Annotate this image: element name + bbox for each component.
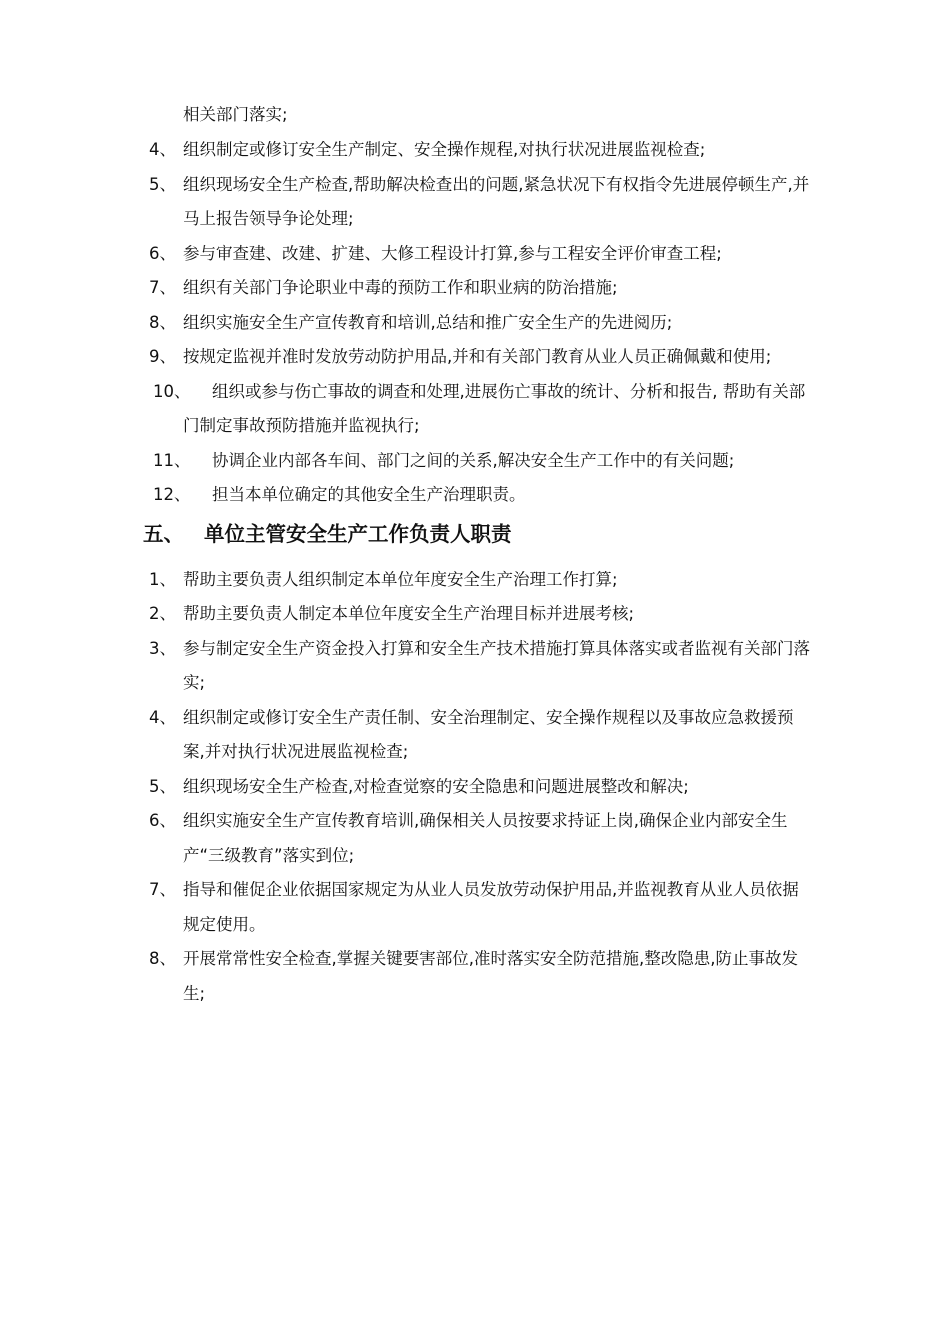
list-item	[0, 340, 950, 375]
item-text: 组织制定或修订安全生产责任制、安全治理制定、安全操作规程以及事故应急救援预案,并对执行状况进展监视检查;	[183, 707, 794, 761]
section-number: 五、	[143, 521, 184, 546]
list-item	[0, 306, 950, 341]
list-item	[0, 563, 950, 598]
list-item	[0, 701, 950, 770]
item-text: 组织现场安全生产检查,对检查觉察的安全隐患和问题进展整改和解决;	[183, 776, 689, 796]
list-item	[0, 133, 950, 168]
item-number: 5、	[149, 776, 176, 796]
item-text: 组织实施安全生产宣传教育和培训,总结和推广安全生产的先进阅历;	[183, 312, 673, 332]
item-text: 参与制定安全生产资金投入打算和安全生产技术措施打算具体落实或者监视有关部门落实;	[183, 638, 810, 692]
item-number: 5、	[149, 174, 176, 194]
list-item	[0, 942, 950, 1011]
list-item	[0, 597, 950, 632]
item-text: 组织或参与伤亡事故的调查和处理,进展伤亡事故的统计、分析和报告, 帮助有关部门制定事故预防措施并监视执行;	[183, 381, 806, 435]
list-item	[0, 271, 950, 306]
item-number: 8、	[149, 949, 176, 968]
item-number: 6、	[149, 243, 176, 263]
item-number: 3、	[149, 638, 176, 658]
item-number: 4、	[149, 140, 176, 159]
item-number: 10、	[153, 381, 191, 401]
item-text: 开展常常性安全检查,掌握关键要害部位,准时落实安全防范措施,整改隐患,防止事故发生;	[183, 949, 798, 1003]
item-number: 2、	[149, 604, 176, 623]
item-number: 7、	[149, 278, 176, 297]
list-item	[0, 168, 950, 237]
item-number: 11、	[153, 450, 191, 470]
item-text: 组织制定或修订安全生产制定、安全操作规程,对执行状况进展监视检查;	[183, 140, 706, 159]
item-text: 组织有关部门争论职业中毒的预防工作和职业病的防治措施;	[183, 278, 618, 297]
item-text: 指导和催促企业依据国家规定为从业人员发放劳动保护用品,并监视教育从业人员依据规定使用。	[183, 880, 799, 934]
list-item	[0, 478, 950, 513]
list-item	[0, 632, 950, 701]
section-4-list	[0, 133, 950, 1011]
continuation-text: 相关部门落实;	[183, 105, 288, 124]
item-number: 9、	[149, 347, 176, 366]
list-item	[0, 444, 950, 479]
section-title: 单位主管安全生产工作负责人职责	[204, 521, 512, 546]
item-number: 7、	[149, 880, 176, 899]
item-text: 按规定监视并准时发放劳动防护用品,并和有关部门教育从业人员正确佩戴和使用;	[183, 347, 772, 366]
item-text: 参与审查建、改建、扩建、大修工程设计打算,参与工程安全评价审查工程;	[183, 243, 722, 263]
item-text: 担当本单位确定的其他安全生产治理职责。	[212, 485, 526, 504]
item-text: 协调企业内部各车间、部门之间的关系,解决安全生产工作中的有关问题;	[212, 450, 735, 470]
list-item	[0, 375, 950, 444]
list-item	[0, 804, 950, 873]
item-text: 组织现场安全生产检查,帮助解决检查出的问题,紧急状况下有权指令先进展停顿生产,并马上报告领导争论处理;	[183, 174, 810, 228]
item-number: 12、	[153, 485, 191, 504]
item-number: 4、	[149, 707, 176, 727]
list-item	[0, 873, 950, 942]
item-number: 1、	[149, 569, 176, 589]
item-number: 8、	[149, 312, 176, 332]
list-item	[0, 237, 950, 272]
list-item	[0, 770, 950, 805]
item-number: 6、	[149, 811, 176, 830]
item-text: 帮助主要负责人制定本单位年度安全生产治理目标并进展考核;	[183, 604, 635, 623]
item-text: 组织实施安全生产宣传教育培训,确保相关人员按要求持证上岗,确保企业内部安全生产“三级教育”落实到位;	[183, 811, 788, 865]
section-heading	[0, 515, 950, 557]
item-text: 帮助主要负责人组织制定本单位年度安全生产治理工作打算;	[183, 569, 618, 589]
